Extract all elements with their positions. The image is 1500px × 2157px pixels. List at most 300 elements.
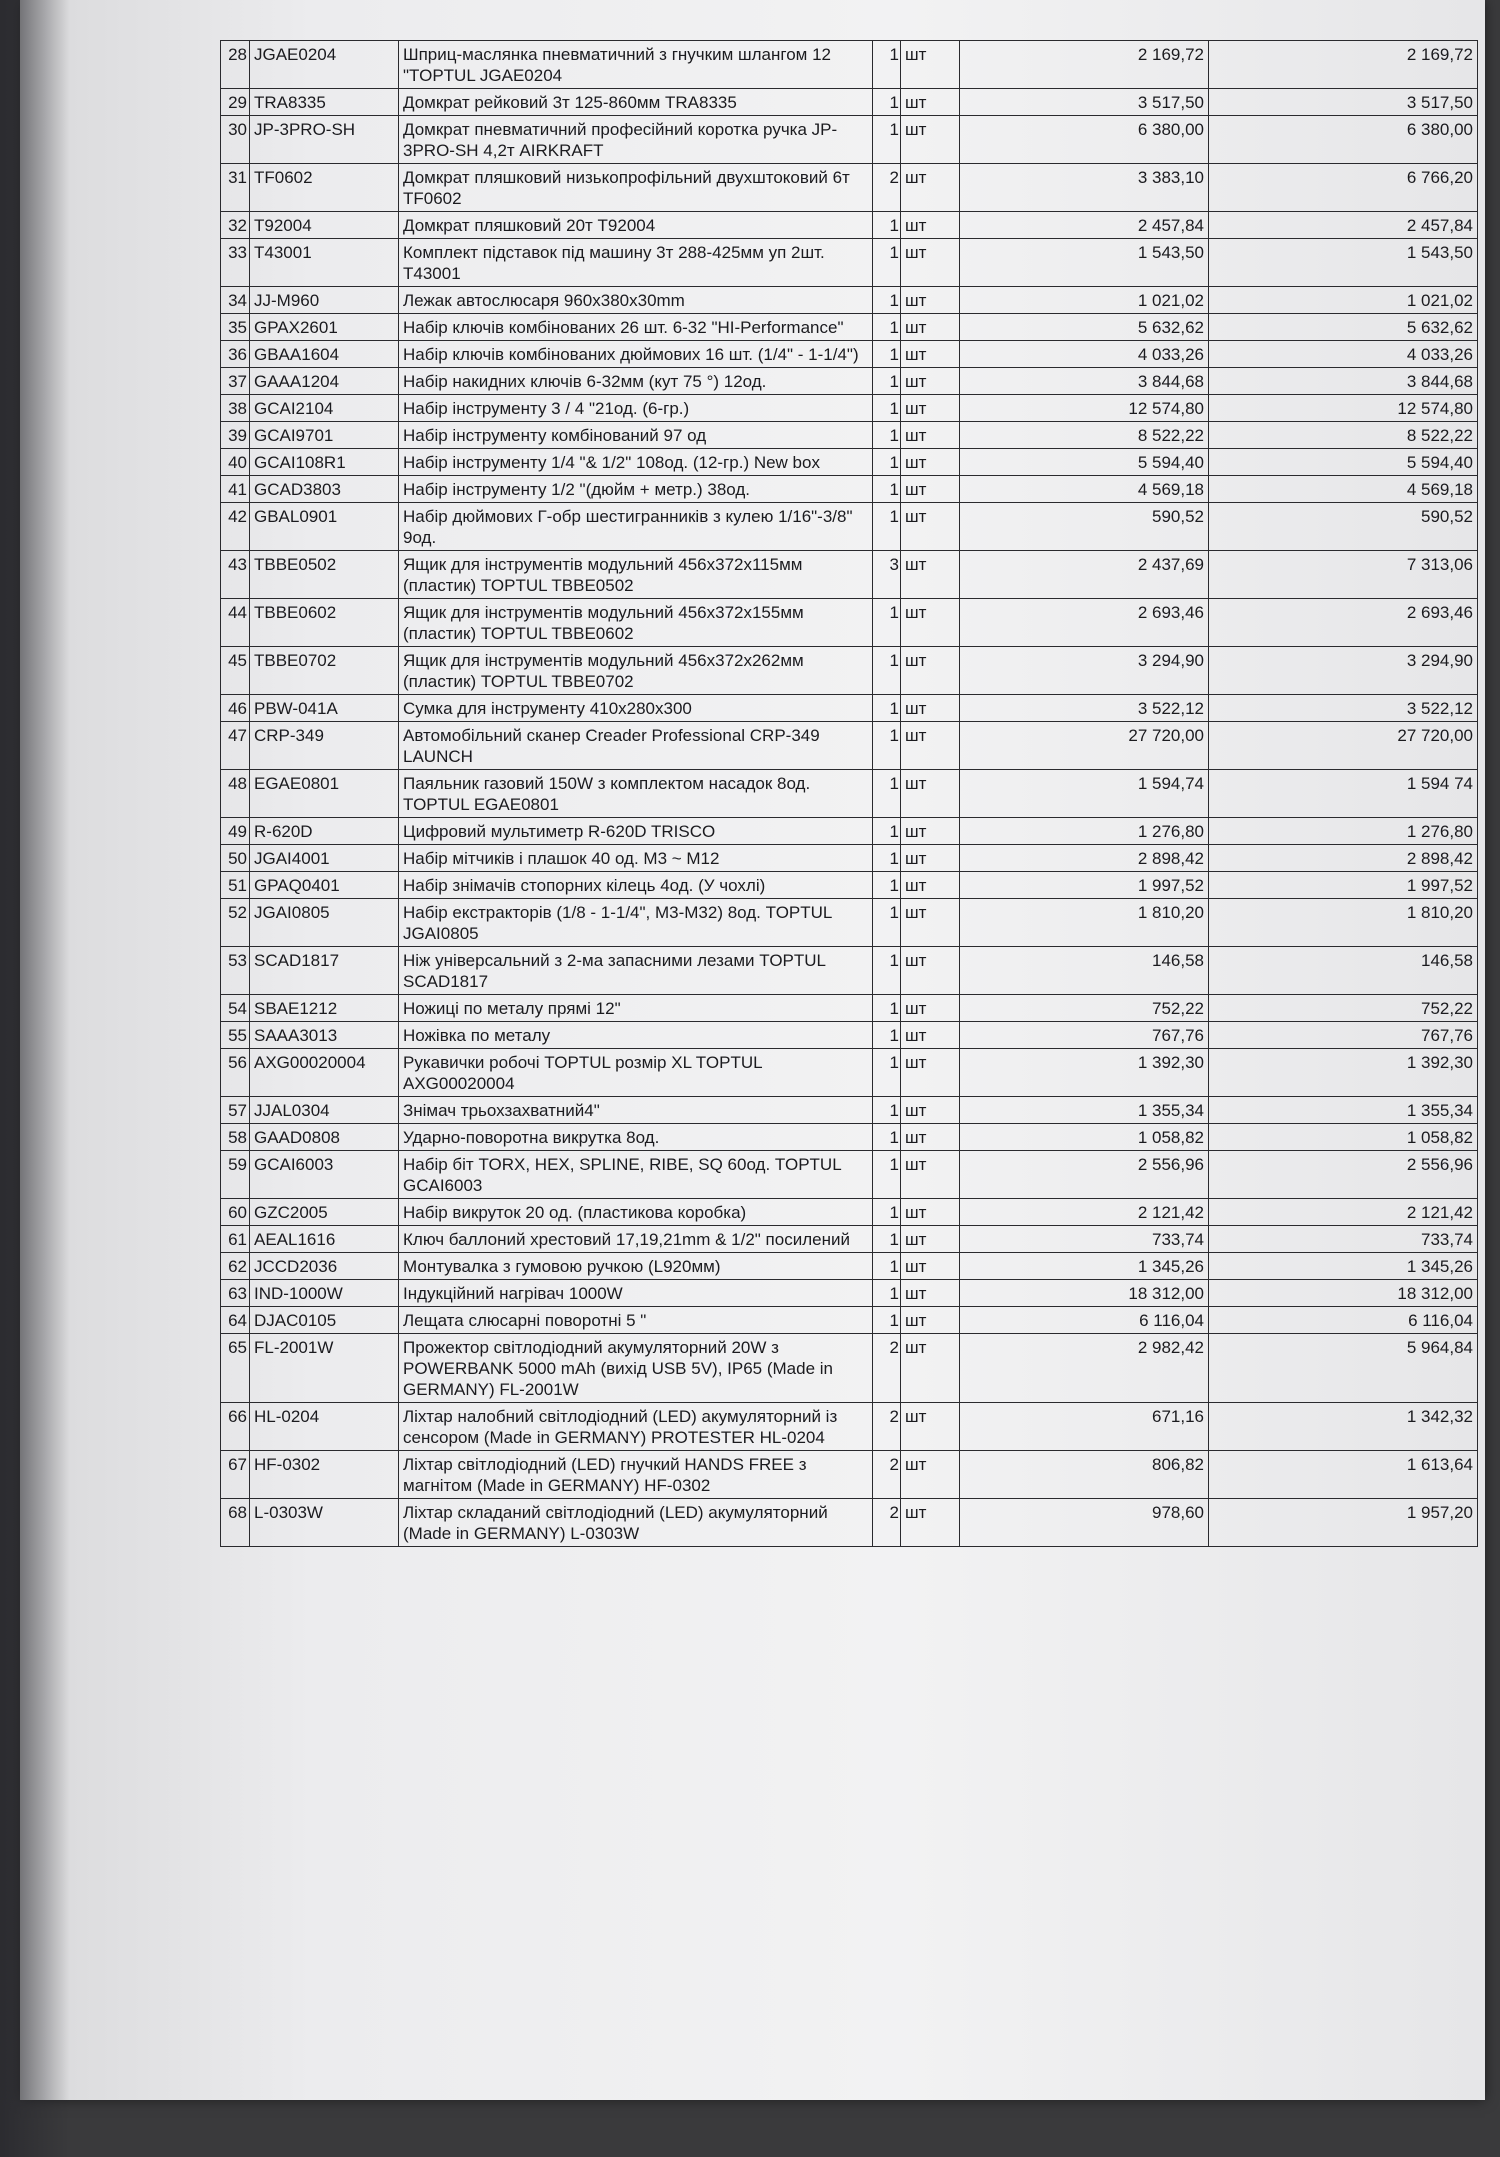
row-number: 58 bbox=[221, 1124, 250, 1151]
item-name: Набір викруток 20 од. (пластикова коробка) bbox=[399, 1199, 873, 1226]
item-unit: шт bbox=[901, 770, 960, 818]
item-name: Набір накидних ключів 6-32мм (кут 75 °) 12од. bbox=[399, 368, 873, 395]
item-total: 733,74 bbox=[1209, 1226, 1478, 1253]
table-row bbox=[221, 1280, 1478, 1307]
item-quantity: 1 bbox=[873, 422, 901, 449]
item-name: Набір мітчиків і плашок 40 од. M3 ~ M12 bbox=[399, 845, 873, 872]
item-name: Цифровий мультиметр R-620D TRISCO bbox=[399, 818, 873, 845]
item-unit: шт bbox=[901, 818, 960, 845]
table-row bbox=[221, 695, 1478, 722]
item-total: 5 632,62 bbox=[1209, 314, 1478, 341]
table-row bbox=[221, 287, 1478, 314]
item-price: 146,58 bbox=[960, 947, 1209, 995]
item-total: 1 392,30 bbox=[1209, 1049, 1478, 1097]
invoice-table-body bbox=[221, 41, 1478, 1547]
item-unit: шт bbox=[901, 695, 960, 722]
item-total: 8 522,22 bbox=[1209, 422, 1478, 449]
row-number: 39 bbox=[221, 422, 250, 449]
row-number: 32 bbox=[221, 212, 250, 239]
item-unit: шт bbox=[901, 89, 960, 116]
row-number: 50 bbox=[221, 845, 250, 872]
item-total: 27 720,00 bbox=[1209, 722, 1478, 770]
row-number: 40 bbox=[221, 449, 250, 476]
item-code: CRP-349 bbox=[250, 722, 399, 770]
item-unit: шт bbox=[901, 422, 960, 449]
item-quantity: 1 bbox=[873, 1097, 901, 1124]
item-code: GPAX2601 bbox=[250, 314, 399, 341]
item-unit: шт bbox=[901, 722, 960, 770]
item-quantity: 1 bbox=[873, 845, 901, 872]
row-number: 56 bbox=[221, 1049, 250, 1097]
item-quantity: 1 bbox=[873, 1199, 901, 1226]
item-quantity: 1 bbox=[873, 722, 901, 770]
item-unit: шт bbox=[901, 947, 960, 995]
item-unit: шт bbox=[901, 239, 960, 287]
item-unit: шт bbox=[901, 41, 960, 89]
item-quantity: 3 bbox=[873, 551, 901, 599]
item-quantity: 1 bbox=[873, 995, 901, 1022]
table-row bbox=[221, 449, 1478, 476]
item-unit: шт bbox=[901, 1451, 960, 1499]
item-unit: шт bbox=[901, 1280, 960, 1307]
item-total: 752,22 bbox=[1209, 995, 1478, 1022]
item-quantity: 1 bbox=[873, 947, 901, 995]
item-price: 733,74 bbox=[960, 1226, 1209, 1253]
row-number: 47 bbox=[221, 722, 250, 770]
row-number: 54 bbox=[221, 995, 250, 1022]
item-total: 12 574,80 bbox=[1209, 395, 1478, 422]
item-quantity: 1 bbox=[873, 476, 901, 503]
item-unit: шт bbox=[901, 872, 960, 899]
item-quantity: 1 bbox=[873, 1280, 901, 1307]
item-unit: шт bbox=[901, 647, 960, 695]
table-row bbox=[221, 1199, 1478, 1226]
item-price: 2 169,72 bbox=[960, 41, 1209, 89]
item-unit: шт bbox=[901, 341, 960, 368]
scanned-page bbox=[20, 0, 1485, 2100]
item-unit: шт bbox=[901, 1226, 960, 1253]
item-code: GPAQ0401 bbox=[250, 872, 399, 899]
item-code: T43001 bbox=[250, 239, 399, 287]
row-number: 55 bbox=[221, 1022, 250, 1049]
item-quantity: 2 bbox=[873, 164, 901, 212]
item-code: GAAA1204 bbox=[250, 368, 399, 395]
item-total: 1 543,50 bbox=[1209, 239, 1478, 287]
item-code: GCAI108R1 bbox=[250, 449, 399, 476]
item-name: Ліхтар налобний світлодіодний (LED) акумуляторний із сенсором (Made in GERMANY) PROTESTER HL-0204 bbox=[399, 1403, 873, 1451]
scan-edge-shadow bbox=[0, 0, 70, 2157]
item-code: SAAA3013 bbox=[250, 1022, 399, 1049]
item-total: 6 766,20 bbox=[1209, 164, 1478, 212]
item-code: GBAL0901 bbox=[250, 503, 399, 551]
row-number: 57 bbox=[221, 1097, 250, 1124]
item-unit: шт bbox=[901, 116, 960, 164]
row-number: 61 bbox=[221, 1226, 250, 1253]
item-quantity: 1 bbox=[873, 1307, 901, 1334]
item-unit: шт bbox=[901, 449, 960, 476]
table-row bbox=[221, 395, 1478, 422]
table-row bbox=[221, 89, 1478, 116]
table-row bbox=[221, 164, 1478, 212]
item-price: 671,16 bbox=[960, 1403, 1209, 1451]
item-total: 1 810,20 bbox=[1209, 899, 1478, 947]
item-name: Ключ баллоний хрестовий 17,19,21mm & 1/2" посилений bbox=[399, 1226, 873, 1253]
item-unit: шт bbox=[901, 1253, 960, 1280]
item-name: Набір інструменту комбінований 97 од bbox=[399, 422, 873, 449]
item-name: Домкрат пневматичний професійний коротка ручка JP-3PRO-SH 4,2т AIRKRAFT bbox=[399, 116, 873, 164]
row-number: 36 bbox=[221, 341, 250, 368]
item-unit: шт bbox=[901, 1022, 960, 1049]
item-unit: шт bbox=[901, 1124, 960, 1151]
item-price: 27 720,00 bbox=[960, 722, 1209, 770]
item-price: 2 121,42 bbox=[960, 1199, 1209, 1226]
table-row bbox=[221, 647, 1478, 695]
item-name: Набір інструменту 1/4 "& 1/2" 108од. (12-гр.) New box bbox=[399, 449, 873, 476]
item-total: 3 517,50 bbox=[1209, 89, 1478, 116]
item-code: T92004 bbox=[250, 212, 399, 239]
item-name: Набір інструменту 3 / 4 "21од. (6-гр.) bbox=[399, 395, 873, 422]
item-price: 1 021,02 bbox=[960, 287, 1209, 314]
table-row bbox=[221, 1307, 1478, 1334]
item-code: JGAE0204 bbox=[250, 41, 399, 89]
table-row bbox=[221, 899, 1478, 947]
item-name: Лежак автослюсаря 960x380x30mm bbox=[399, 287, 873, 314]
item-unit: шт bbox=[901, 314, 960, 341]
item-price: 5 632,62 bbox=[960, 314, 1209, 341]
item-code: JJ-M960 bbox=[250, 287, 399, 314]
item-code: JGAI0805 bbox=[250, 899, 399, 947]
item-price: 1 058,82 bbox=[960, 1124, 1209, 1151]
item-price: 8 522,22 bbox=[960, 422, 1209, 449]
table-row bbox=[221, 1151, 1478, 1199]
item-unit: шт bbox=[901, 1097, 960, 1124]
item-name: Ящик для інструментів модульний 456x372x262мм (пластик) TOPTUL TBBE0702 bbox=[399, 647, 873, 695]
item-total: 1 613,64 bbox=[1209, 1451, 1478, 1499]
item-total: 2 457,84 bbox=[1209, 212, 1478, 239]
item-total: 6 116,04 bbox=[1209, 1307, 1478, 1334]
item-total: 7 313,06 bbox=[1209, 551, 1478, 599]
item-total: 1 345,26 bbox=[1209, 1253, 1478, 1280]
table-row bbox=[221, 503, 1478, 551]
row-number: 49 bbox=[221, 818, 250, 845]
table-row bbox=[221, 872, 1478, 899]
table-row bbox=[221, 239, 1478, 287]
item-price: 2 457,84 bbox=[960, 212, 1209, 239]
row-number: 44 bbox=[221, 599, 250, 647]
item-price: 1 345,26 bbox=[960, 1253, 1209, 1280]
item-name: Рукавички робочі TOPTUL розмір XL TOPTUL AXG00020004 bbox=[399, 1049, 873, 1097]
item-name: Ящик для інструментів модульний 456x372x155мм (пластик) TOPTUL TBBE0602 bbox=[399, 599, 873, 647]
item-unit: шт bbox=[901, 368, 960, 395]
item-total: 2 556,96 bbox=[1209, 1151, 1478, 1199]
row-number: 30 bbox=[221, 116, 250, 164]
table-row bbox=[221, 1022, 1478, 1049]
item-name: Набір дюймових Г-обр шестигранників з кулею 1/16"-3/8" 9од. bbox=[399, 503, 873, 551]
item-quantity: 1 bbox=[873, 287, 901, 314]
item-quantity: 1 bbox=[873, 89, 901, 116]
table-row bbox=[221, 1403, 1478, 1451]
item-quantity: 1 bbox=[873, 1253, 901, 1280]
item-name: Набір знімачів стопорних кілець 4од. (У чохлі) bbox=[399, 872, 873, 899]
item-name: Набір інструменту 1/2 "(дюйм + метр.) 38од. bbox=[399, 476, 873, 503]
item-code: SBAE1212 bbox=[250, 995, 399, 1022]
row-number: 68 bbox=[221, 1499, 250, 1547]
item-name: Ліхтар світлодіодний (LED) гнучкий HANDS FREE з магнітом (Made in GERMANY) HF-0302 bbox=[399, 1451, 873, 1499]
item-price: 1 543,50 bbox=[960, 239, 1209, 287]
item-price: 2 982,42 bbox=[960, 1334, 1209, 1403]
table-row bbox=[221, 1253, 1478, 1280]
item-price: 3 844,68 bbox=[960, 368, 1209, 395]
item-total: 3 844,68 bbox=[1209, 368, 1478, 395]
table-row bbox=[221, 1499, 1478, 1547]
item-code: HL-0204 bbox=[250, 1403, 399, 1451]
row-number: 59 bbox=[221, 1151, 250, 1199]
item-total: 4 033,26 bbox=[1209, 341, 1478, 368]
item-price: 3 522,12 bbox=[960, 695, 1209, 722]
item-price: 1 810,20 bbox=[960, 899, 1209, 947]
item-total: 146,58 bbox=[1209, 947, 1478, 995]
item-quantity: 1 bbox=[873, 212, 901, 239]
row-number: 46 bbox=[221, 695, 250, 722]
table-row bbox=[221, 818, 1478, 845]
item-price: 1 276,80 bbox=[960, 818, 1209, 845]
item-total: 4 569,18 bbox=[1209, 476, 1478, 503]
item-price: 590,52 bbox=[960, 503, 1209, 551]
item-quantity: 1 bbox=[873, 872, 901, 899]
item-unit: шт bbox=[901, 1199, 960, 1226]
row-number: 29 bbox=[221, 89, 250, 116]
item-price: 2 693,46 bbox=[960, 599, 1209, 647]
item-code: SCAD1817 bbox=[250, 947, 399, 995]
item-code: PBW-041A bbox=[250, 695, 399, 722]
item-name: Ударно-поворотна викрутка 8од. bbox=[399, 1124, 873, 1151]
table-row bbox=[221, 41, 1478, 89]
row-number: 62 bbox=[221, 1253, 250, 1280]
item-quantity: 1 bbox=[873, 647, 901, 695]
item-total: 1 957,20 bbox=[1209, 1499, 1478, 1547]
item-price: 4 033,26 bbox=[960, 341, 1209, 368]
item-total: 1 342,32 bbox=[1209, 1403, 1478, 1451]
item-price: 1 594,74 bbox=[960, 770, 1209, 818]
item-quantity: 1 bbox=[873, 1226, 901, 1253]
table-row bbox=[221, 1049, 1478, 1097]
item-name: Ножиці по металу прямі 12" bbox=[399, 995, 873, 1022]
item-unit: шт bbox=[901, 1499, 960, 1547]
item-name: Сумка для інструменту 410x280x300 bbox=[399, 695, 873, 722]
item-code: TRA8335 bbox=[250, 89, 399, 116]
item-price: 6 116,04 bbox=[960, 1307, 1209, 1334]
item-quantity: 1 bbox=[873, 1151, 901, 1199]
item-name: Набір екстракторів (1/8 - 1-1/4", M3-M32) 8од. TOPTUL JGAI0805 bbox=[399, 899, 873, 947]
item-code: L-0303W bbox=[250, 1499, 399, 1547]
row-number: 51 bbox=[221, 872, 250, 899]
item-quantity: 1 bbox=[873, 503, 901, 551]
item-quantity: 2 bbox=[873, 1499, 901, 1547]
item-quantity: 2 bbox=[873, 1451, 901, 1499]
item-unit: шт bbox=[901, 1307, 960, 1334]
table-row bbox=[221, 1097, 1478, 1124]
item-code: GBAA1604 bbox=[250, 341, 399, 368]
item-quantity: 1 bbox=[873, 1022, 901, 1049]
item-code: JGAI4001 bbox=[250, 845, 399, 872]
item-price: 3 294,90 bbox=[960, 647, 1209, 695]
item-price: 752,22 bbox=[960, 995, 1209, 1022]
item-code: TBBE0502 bbox=[250, 551, 399, 599]
item-total: 3 522,12 bbox=[1209, 695, 1478, 722]
item-name: Ящик для інструментів модульний 456x372x115мм (пластик) TOPTUL TBBE0502 bbox=[399, 551, 873, 599]
table-row bbox=[221, 422, 1478, 449]
item-name: Шприц-маслянка пневматичний з гнучким шлангом 12 "TOPTUL JGAE0204 bbox=[399, 41, 873, 89]
item-price: 2 898,42 bbox=[960, 845, 1209, 872]
item-unit: шт bbox=[901, 164, 960, 212]
item-quantity: 1 bbox=[873, 368, 901, 395]
item-name: Ножівка по металу bbox=[399, 1022, 873, 1049]
item-total: 1 997,52 bbox=[1209, 872, 1478, 899]
item-total: 1 058,82 bbox=[1209, 1124, 1478, 1151]
item-name: Набір ключів комбінованих 26 шт. 6-32 "HI-Performance" bbox=[399, 314, 873, 341]
item-code: GZC2005 bbox=[250, 1199, 399, 1226]
item-quantity: 1 bbox=[873, 1049, 901, 1097]
item-total: 18 312,00 bbox=[1209, 1280, 1478, 1307]
item-unit: шт bbox=[901, 1151, 960, 1199]
item-code: JP-3PRO-SH bbox=[250, 116, 399, 164]
item-code: TBBE0702 bbox=[250, 647, 399, 695]
item-total: 1 021,02 bbox=[1209, 287, 1478, 314]
row-number: 38 bbox=[221, 395, 250, 422]
item-price: 1 392,30 bbox=[960, 1049, 1209, 1097]
table-row bbox=[221, 314, 1478, 341]
item-price: 2 437,69 bbox=[960, 551, 1209, 599]
item-code: R-620D bbox=[250, 818, 399, 845]
item-unit: шт bbox=[901, 476, 960, 503]
table-row bbox=[221, 995, 1478, 1022]
item-code: GCAD3803 bbox=[250, 476, 399, 503]
item-quantity: 1 bbox=[873, 41, 901, 89]
item-unit: шт bbox=[901, 1403, 960, 1451]
item-total: 2 898,42 bbox=[1209, 845, 1478, 872]
item-unit: шт bbox=[901, 212, 960, 239]
item-code: HF-0302 bbox=[250, 1451, 399, 1499]
item-code: DJAC0105 bbox=[250, 1307, 399, 1334]
item-code: FL-2001W bbox=[250, 1334, 399, 1403]
row-number: 28 bbox=[221, 41, 250, 89]
item-code: GAAD0808 bbox=[250, 1124, 399, 1151]
row-number: 31 bbox=[221, 164, 250, 212]
table-row bbox=[221, 1226, 1478, 1253]
item-price: 18 312,00 bbox=[960, 1280, 1209, 1307]
item-code: IND-1000W bbox=[250, 1280, 399, 1307]
item-code: GCAI2104 bbox=[250, 395, 399, 422]
item-name: Набір біт TORX, HEX, SPLINE, RIBE, SQ 60од. TOPTUL GCAI6003 bbox=[399, 1151, 873, 1199]
item-code: AXG00020004 bbox=[250, 1049, 399, 1097]
item-name: Монтувалка з гумовою ручкою (L920мм) bbox=[399, 1253, 873, 1280]
table-row bbox=[221, 722, 1478, 770]
item-price: 3 383,10 bbox=[960, 164, 1209, 212]
row-number: 37 bbox=[221, 368, 250, 395]
invoice-table bbox=[220, 40, 1478, 1547]
row-number: 65 bbox=[221, 1334, 250, 1403]
item-name: Індукційний нагрівач 1000W bbox=[399, 1280, 873, 1307]
item-unit: шт bbox=[901, 845, 960, 872]
item-name: Домкрат пляшковий 20т T92004 bbox=[399, 212, 873, 239]
item-price: 12 574,80 bbox=[960, 395, 1209, 422]
row-number: 67 bbox=[221, 1451, 250, 1499]
item-quantity: 2 bbox=[873, 1403, 901, 1451]
item-quantity: 1 bbox=[873, 899, 901, 947]
item-code: GCAI9701 bbox=[250, 422, 399, 449]
item-code: JJAL0304 bbox=[250, 1097, 399, 1124]
row-number: 60 bbox=[221, 1199, 250, 1226]
item-name: Ніж універсальний з 2-ма запасними лезами TOPTUL SCAD1817 bbox=[399, 947, 873, 995]
row-number: 64 bbox=[221, 1307, 250, 1334]
item-total: 5 964,84 bbox=[1209, 1334, 1478, 1403]
table-row bbox=[221, 212, 1478, 239]
table-row bbox=[221, 1334, 1478, 1403]
item-quantity: 1 bbox=[873, 341, 901, 368]
table-row bbox=[221, 476, 1478, 503]
item-quantity: 1 bbox=[873, 599, 901, 647]
table-row bbox=[221, 368, 1478, 395]
row-number: 45 bbox=[221, 647, 250, 695]
item-code: GCAI6003 bbox=[250, 1151, 399, 1199]
row-number: 42 bbox=[221, 503, 250, 551]
row-number: 63 bbox=[221, 1280, 250, 1307]
item-code: JCCD2036 bbox=[250, 1253, 399, 1280]
table-row bbox=[221, 551, 1478, 599]
item-unit: шт bbox=[901, 287, 960, 314]
item-total: 6 380,00 bbox=[1209, 116, 1478, 164]
item-name: Прожектор світлодіодний акумуляторний 20W з POWERBANK 5000 mAh (вихід USB 5V), IP65 (Made in GERMANY) FL-2001W bbox=[399, 1334, 873, 1403]
item-price: 3 517,50 bbox=[960, 89, 1209, 116]
item-quantity: 1 bbox=[873, 395, 901, 422]
row-number: 52 bbox=[221, 899, 250, 947]
item-total: 3 294,90 bbox=[1209, 647, 1478, 695]
item-unit: шт bbox=[901, 1049, 960, 1097]
table-row bbox=[221, 599, 1478, 647]
item-code: TF0602 bbox=[250, 164, 399, 212]
row-number: 35 bbox=[221, 314, 250, 341]
item-quantity: 1 bbox=[873, 116, 901, 164]
item-unit: шт bbox=[901, 1334, 960, 1403]
table-row bbox=[221, 770, 1478, 818]
item-price: 5 594,40 bbox=[960, 449, 1209, 476]
item-quantity: 1 bbox=[873, 770, 901, 818]
item-price: 4 569,18 bbox=[960, 476, 1209, 503]
item-unit: шт bbox=[901, 503, 960, 551]
table-row bbox=[221, 845, 1478, 872]
table-row bbox=[221, 1124, 1478, 1151]
item-name: Домкрат пляшковий низькопрофільний двухштоковий 6т TF0602 bbox=[399, 164, 873, 212]
row-number: 41 bbox=[221, 476, 250, 503]
row-number: 66 bbox=[221, 1403, 250, 1451]
item-name: Комплект підставок під машину 3т 288-425мм уп 2шт. T43001 bbox=[399, 239, 873, 287]
item-name: Автомобільний сканер Creader Professional CRP-349 LAUNCH bbox=[399, 722, 873, 770]
table-row bbox=[221, 116, 1478, 164]
item-name: Ліхтар складаний світлодіодний (LED) акумуляторний (Made in GERMANY) L-0303W bbox=[399, 1499, 873, 1547]
item-quantity: 1 bbox=[873, 818, 901, 845]
item-total: 767,76 bbox=[1209, 1022, 1478, 1049]
row-number: 33 bbox=[221, 239, 250, 287]
item-total: 2 693,46 bbox=[1209, 599, 1478, 647]
row-number: 53 bbox=[221, 947, 250, 995]
table-row bbox=[221, 341, 1478, 368]
item-quantity: 2 bbox=[873, 1334, 901, 1403]
item-code: EGAE0801 bbox=[250, 770, 399, 818]
item-price: 1 355,34 bbox=[960, 1097, 1209, 1124]
item-price: 978,60 bbox=[960, 1499, 1209, 1547]
item-code: AEAL1616 bbox=[250, 1226, 399, 1253]
item-name: Знімач трьохзахватний4" bbox=[399, 1097, 873, 1124]
